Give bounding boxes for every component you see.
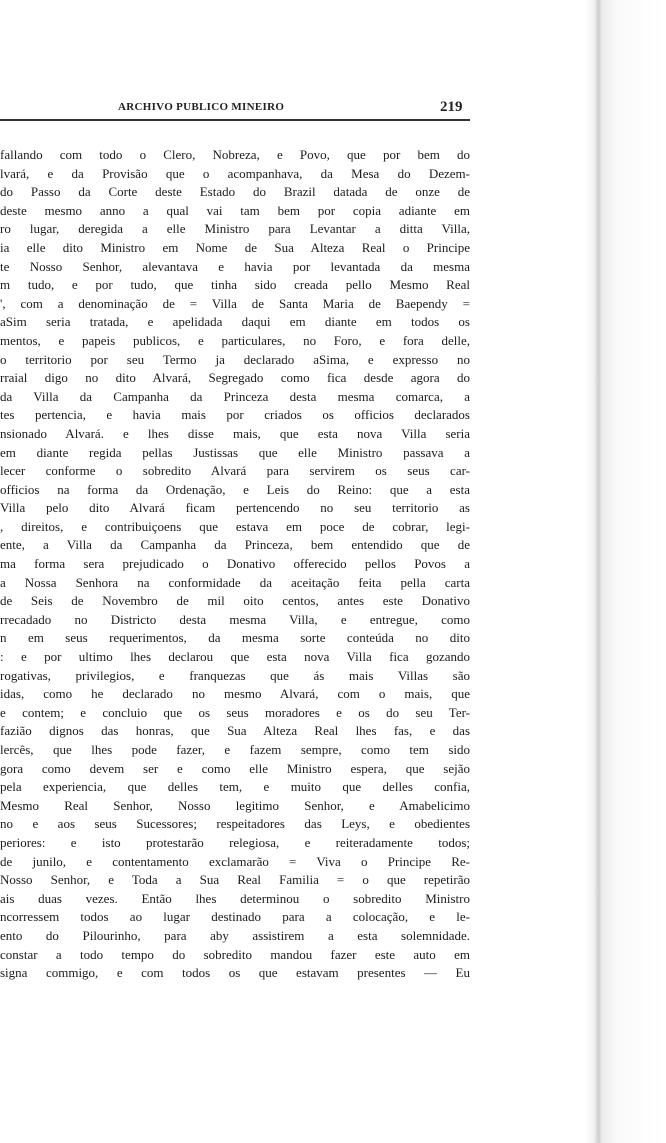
text-line: e contem; e concluio que os seus moradores e os do seu Ter- [0,704,470,720]
text-line: no e aos seus Sucessores; respeitadores das Leys, e obedientes [0,816,470,832]
text-line: n em seus requerimentos, da mesma sorte conteúda no dito [0,630,470,646]
text-line: Mesmo Real Senhor, Nosso legitimo Senhor, e Amabelicimo [0,797,470,813]
text-line: ro lugar, deregida a elle Ministro para Levantar a ditta Villa, [0,221,470,237]
text-line: rrecadado no Districto desta mesma Villa, e entregue, como [0,611,470,627]
text-line: , direitos, e contribuiçoens que estava em poce de cobrar, legi- [0,518,470,534]
text-line: officios na forma da Ordenação, e Leis do Reino: que a esta [0,481,470,497]
text-line: de Seis de Novembro de mil oito centos, antes este Donativo [0,593,470,609]
text-line: mentos, e papeis publicos, e particulares, no Foro, e fora delle, [0,332,470,348]
text-line: aSim seria tratada, e apelidada daqui em diante em todos os [0,314,470,330]
text-line: ente, a Villa da Campanha da Princeza, bem entendido que de [0,537,470,553]
text-line: nsionado Alvará. e lhes disse mais, que esta nova Villa seria [0,425,470,441]
text-line: signa commigo, e com todos os que estavam presentes — Eu [0,965,470,981]
text-line: m tudo, e por tudo, que tinha sido creada pello Mesmo Real [0,277,470,293]
text-line: ncorressem todos ao lugar destinado para a colocação, e le- [0,909,470,925]
running-head [0,101,470,123]
text-line: tes pertencia, e havia mais por criados os officios declarados [0,407,470,423]
text-line: o territorio por seu Termo ja declarado aSima, e expresso no [0,351,470,367]
text-line: do Passo da Corte deste Estado do Brazil datada de onze de [0,184,470,200]
text-line: ais duas vezes. Então lhes determinou o sobredito Ministro [0,890,470,906]
text-line: em diante regida pellas Justissas que elle Ministro passava a [0,444,470,460]
text-line: gora como devem ser e como elle Ministro espera, que sejão [0,760,470,776]
text-line: rraial digo no dito Alvará, Segregado como fica desde agora do [0,370,470,386]
page-number: 219 [440,99,463,115]
text-line: lecer conforme o sobredito Alvará para servirem os seus car- [0,463,470,479]
text-line: da Villa da Campanha da Princeza desta mesma comarca, a [0,388,470,404]
text-line: ma forma sera prejudicado o Donativo offerecido pellos Povos a [0,556,470,572]
running-title: ARCHIVO PUBLICO MINEIRO [118,101,285,113]
text-line: ento do Pilourinho, para aby assistirem a esta solemnidade. [0,927,470,943]
text-line: Nosso Senhor, e Toda a Sua Real Familia = o que repetirão [0,872,470,888]
text-line: rogativas, privilegios, e franquezas que ás mais Villas são [0,667,470,683]
text-line: : e por ultimo lhes declarou que esta nova Villa fica gozando [0,649,470,665]
text-line: lvará, e da Provisão que o acompanhava, da Mesa do Dezem- [0,165,470,181]
text-line: constar a todo tempo do sobredito mandou fazer este auto em [0,946,470,962]
text-line: fazião dignos das honras, que Sua Alteza Real lhes fas, e das [0,723,470,739]
text-line: ', com a denominação de = Villa de Santa Maria de Baependy = [0,295,470,311]
text-line: periores: e isto protestarão relegiosa, e reiteradamente todos; [0,834,470,850]
text-line: lercês, que lhes pode fazer, e fazem sempre, como tem sido [0,742,470,757]
header-rule [0,119,470,121]
text-line: de junilo, e contentamento exclamarão = Viva o Principe Re- [0,853,470,869]
text-line: deste mesmo anno a qual vai tam bem por copia adiante em [0,202,470,218]
text-line: a Nossa Senhora na conformidade da aceitação feita pella carta [0,574,470,590]
page-gutter-shadow [584,0,666,1143]
text-line: Villa pelo dito Alvará ficam pertencendo no seu territorio as [0,500,470,516]
body-text [0,146,470,983]
text-line: ia elle dito Ministro em Nome de Sua Alteza Real o Principe [0,239,470,255]
text-line: fallando com todo o Clero, Nobreza, e Povo, que por bem do [0,147,470,162]
text-line: pela experiencia, que delles tem, e muito que delles confia, [0,779,470,795]
text-line: idas, como he declarado no mesmo Alvará, com o mais, que [0,686,470,702]
text-line: te Nosso Senhor, alevantava e havia por levantada da mesma [0,258,470,274]
